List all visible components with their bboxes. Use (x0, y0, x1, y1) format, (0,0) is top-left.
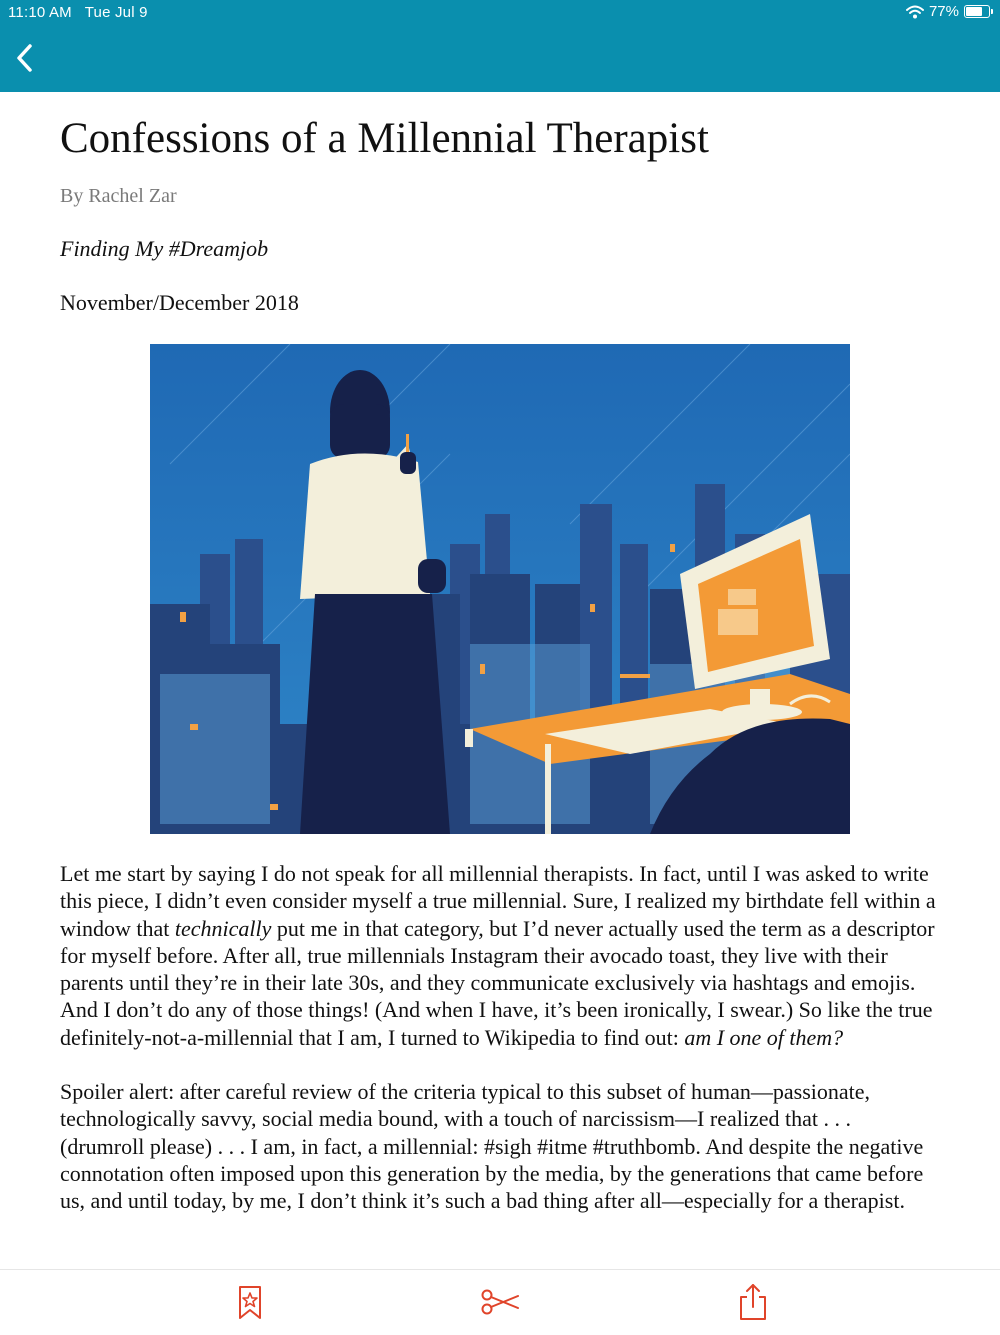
article-header (60, 92, 940, 316)
bookmark-button[interactable] (230, 1282, 270, 1322)
share-icon (733, 1282, 773, 1322)
article-paragraph: Spoiler alert: after careful review of the criteria typical to this subset of human—passionate, technologically savvy, social media bound, with a touch of narcissism—I realized that . . . (drumroll please) . . . I am, in fact, a millennial: #sigh #itme #truthbomb. And despite the negative connotation often imposed upon this generation by the media, by the generations that came before us, and until today, by me, I don’t think it’s such a bad thing after all—especially for a therapist. (60, 1079, 924, 1214)
paragraph-text: Let me start by saying I do not speak for all millennial therapists. In fact, until I was asked to write this piece, I didn’t even consider myself a true millennial. Sure, I realized my birthdate fell within a window that (60, 861, 936, 941)
scissors-icon (480, 1282, 520, 1322)
share-button[interactable] (733, 1282, 773, 1322)
status-date: Tue Jul 9 (84, 4, 148, 21)
hero-illustration-art (150, 344, 850, 834)
bottom-toolbar (0, 1269, 1000, 1335)
article-title: Confessions of a Millennial Therapist (60, 115, 709, 162)
paragraph-emphasis: technically (174, 915, 272, 941)
battery-fill (966, 7, 982, 16)
article-date: November/December 2018 (60, 290, 299, 316)
article-subtitle: Finding My #Dreamjob (60, 236, 269, 262)
article-body (60, 860, 940, 1242)
status-time (8, 4, 148, 21)
paragraph-emphasis: am I one of them? (684, 1024, 844, 1050)
article-byline: By Rachel Zar (60, 185, 177, 208)
paragraph-text: put me in that category, but I’d never actually used the term as a descriptor for myself before. After all, true millennials Instagram their avocado toast, they live with their parents until they’re in their late 30s, and they communicate exclusively via hashtags and emojis. And I don’t do any of those things! (And when I have, it’s been ironically, I swear.) So like the true definitely-not-a-millennial that I am, I turned to Wikipedia to find out: (60, 915, 935, 1050)
article-paragraph (60, 860, 940, 1051)
clip-button[interactable] (480, 1282, 520, 1322)
battery-icon (964, 5, 990, 18)
top-bar (0, 0, 1000, 92)
wifi-icon (906, 5, 924, 19)
status-indicators (906, 3, 990, 20)
bookmark-star-icon (230, 1282, 270, 1322)
back-button[interactable] (10, 38, 42, 78)
hero-illustration (150, 344, 850, 834)
status-clock: 11:10 AM (8, 4, 72, 21)
battery-percent: 77% (928, 3, 959, 20)
chevron-left-icon (10, 38, 42, 78)
